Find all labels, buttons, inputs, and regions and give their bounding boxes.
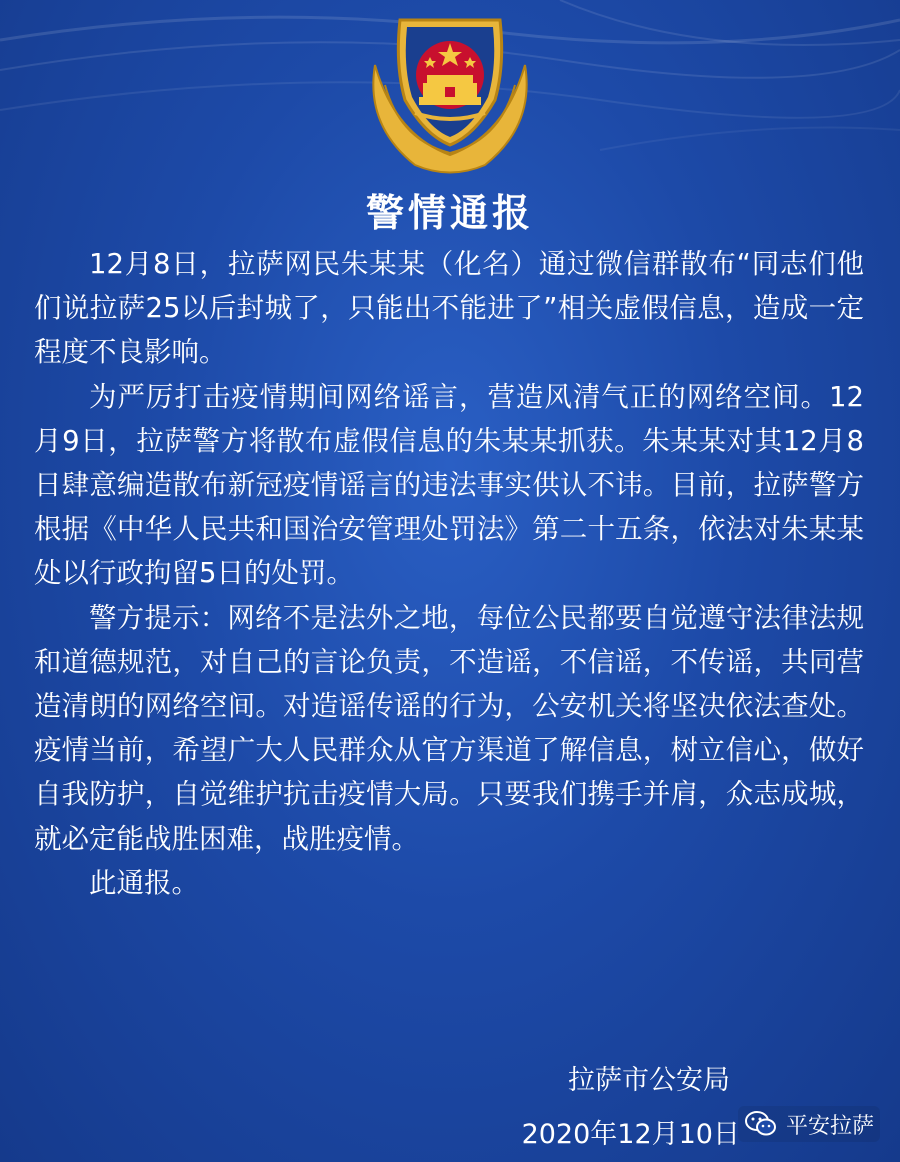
watermark-text: 平安拉萨 [785, 1113, 874, 1139]
wechat-icon [744, 1110, 778, 1138]
issuing-agency: 拉萨市公安局 [568, 1065, 730, 1096]
paragraph: 警方提示：网络不是法外之地，每位公民都要自觉遵守法律法规和道德规范，对自己的言论负责，不造谣，不信谣，不传谣，共同营造清朗的网络空间。对造谣传谣的行为，公安机关将坚决依法查处。疫情当前，希望广大人民群众从官方渠道了解信息，树立信心，做好自我防护，自觉维护抗击疫情大局。只要我们携手并肩，众志成城，就必定能战胜困难，战胜疫情。 [34, 601, 864, 855]
police-emblem-icon [355, 5, 545, 177]
paragraph: 为严厉打击疫情期间网络谣言，营造风清气正的网络空间。12月9日，拉萨警方将散布虚假信息的朱某某抓获。朱某某对其12月8日肆意编造散布新冠疫情谣言的违法事实供认不讳。目前，拉萨警方根据《中华人民共和国治安管理处罚法》第二十五条，依法对朱某某处以行政拘留5日的处罚。 [34, 380, 864, 590]
notice-body [34, 242, 864, 905]
page-title: 警情通报 [365, 191, 534, 235]
issue-date: 2020年12月10日 [521, 1119, 740, 1150]
paragraph: 12月8日，拉萨网民朱某某（化名）通过微信群散布“同志们他们说拉萨25以后封城了，只能出不能进了”相关虚假信息，造成一定程度不良影响。 [34, 248, 864, 369]
account-watermark [738, 1106, 880, 1142]
paragraph: 此通报。 [89, 866, 199, 899]
